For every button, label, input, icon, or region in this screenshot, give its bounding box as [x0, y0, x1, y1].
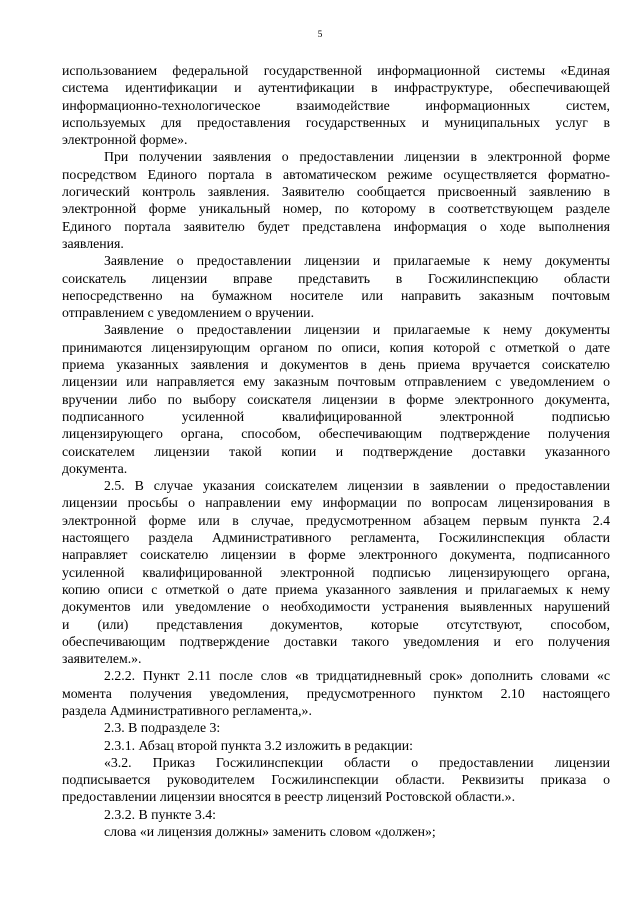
text-line: принимаются лицензирующим органом по описи, копия которой с отметкой о дате: [62, 339, 610, 355]
text-line: 2.3.2. В пункте 3.4:: [104, 806, 217, 822]
text-line: Заявление о предоставлении лицензии и прилагаемые к нему документы: [104, 322, 610, 338]
text-line: документов или уведомление о необходимости устранения выявленных нарушений: [62, 599, 610, 615]
text-line: информационно-технологическое взаимодействие информационных систем,: [62, 97, 610, 113]
text-line: 2.5. В случае указания соискателем лицензии в заявлении о предоставлении: [104, 478, 610, 494]
text-line: обеспечивающим подтверждение доставки такого уведомления и его получения: [62, 633, 610, 649]
text-line: заявления.: [62, 235, 124, 251]
text-line: момента получения уведомления, предусмотренного пунктом 2.10 настоящего: [62, 685, 610, 701]
text-line: отправлением с уведомлением о вручении.: [62, 305, 315, 321]
paragraph-clause-2-3: [62, 719, 610, 736]
text-line: соискатель лицензии вправе представить в Госжилинспекцию области: [62, 270, 610, 286]
paragraph-electronic-application: [62, 148, 610, 252]
text-line: настоящего раздела Административного регламента, Госжилинспекция области: [62, 530, 610, 546]
paragraph-clause-2-3-1: [62, 737, 610, 754]
paragraph-acceptance-inventory: [62, 321, 610, 477]
text-line: усиленной квалифицированной электронной подписью лицензирующего органа,: [62, 564, 610, 580]
text-line: копию описи с отметкой о дате приема указанного заявления и прилагаемых к нему: [62, 581, 610, 597]
text-line: использованием федеральной государственной информационной системы «Единая: [62, 63, 610, 78]
paragraph-word-replacement: [62, 823, 610, 840]
text-line: лицензии или направляется ему заказным почтовым отправлением с уведомлением о: [62, 374, 610, 390]
text-line: 2.3.1. Абзац второй пункта 3.2 изложить в редакции:: [104, 737, 413, 753]
text-line: лицензирующего органа, способом, обеспечивающим подтверждение получения: [62, 426, 610, 442]
paragraph-clause-2-5: [62, 477, 610, 667]
text-line: электронной форме или в случае, предусмотренном абзацем первым пункта 2.4: [62, 512, 610, 528]
text-line: приема указанных заявления и документов в день приема вручается соискателю: [62, 357, 610, 373]
paragraph-paper-submission: [62, 252, 610, 321]
text-line: подписывается руководителем Госжилинспекции области. Реквизиты приказа о: [62, 772, 610, 788]
text-line: логический контроль заявления. Заявителю сообщается присвоенный заявлению в: [62, 184, 610, 200]
text-line: и (или) представления документов, которые отсутствуют, способом,: [62, 616, 610, 632]
text-line: направляет соискателю лицензии в форме электронного документа, подписанного: [62, 547, 610, 563]
text-line: 2.2.2. Пункт 2.11 после слов «в тридцатидневный срок» дополнить словами «с: [104, 668, 610, 684]
text-line: Заявление о предоставлении лицензии и прилагаемые к нему документы: [104, 253, 610, 269]
text-line: предоставлении лицензии вносятся в реестр лицензий Ростовской области.».: [62, 789, 516, 805]
text-line: непосредственно на бумажном носителе или направить заказным почтовым: [62, 287, 610, 303]
text-line: подписанного усиленной квалифицированной электронной подписью: [62, 408, 610, 424]
text-line: система идентификации и аутентификации в инфраструктуре, обеспечивающей: [62, 80, 610, 96]
text-line: раздела Административного регламента,».: [62, 702, 312, 718]
text-line: Единого портала заявителю будет представлена информация о ходе выполнения: [62, 218, 610, 234]
text-line: При получении заявления о предоставлении лицензии в электронной форме: [104, 149, 610, 165]
text-line: 2.3. В подразделе 3:: [104, 720, 221, 736]
paragraph-continuation: [62, 62, 610, 148]
text-line: «3.2. Приказ Госжилинспекции области о предоставлении лицензии: [104, 754, 610, 770]
paragraph-clause-2-2-2: [62, 667, 610, 719]
text-line: слова «и лицензия должны» заменить словом «должен»;: [104, 824, 436, 840]
text-line: документа.: [62, 460, 128, 476]
text-line: заявителем.».: [62, 651, 142, 667]
text-line: вручении либо по выбору соискателя лицензии в форме электронного документа,: [62, 391, 610, 407]
document-body: [62, 62, 610, 840]
text-line: электронной форме».: [62, 132, 188, 148]
page-number: 5: [317, 30, 323, 40]
paragraph-clause-3-2-quote: [62, 754, 610, 806]
paragraph-clause-2-3-2: [62, 806, 610, 823]
text-line: электронной форме уникальный номер, по которому в соответствующем разделе: [62, 201, 610, 217]
text-line: используемых для предоставления государственных и муниципальных услуг в: [62, 114, 610, 130]
text-line: соискателем лицензии такой копии и подтверждение доставки указанного: [62, 443, 610, 459]
text-line: посредством Единого портала в автоматическом режиме осуществляется форматно-: [62, 166, 610, 182]
text-line: лицензии просьбы о направлении ему информации по вопросам лицензирования в: [62, 495, 610, 511]
